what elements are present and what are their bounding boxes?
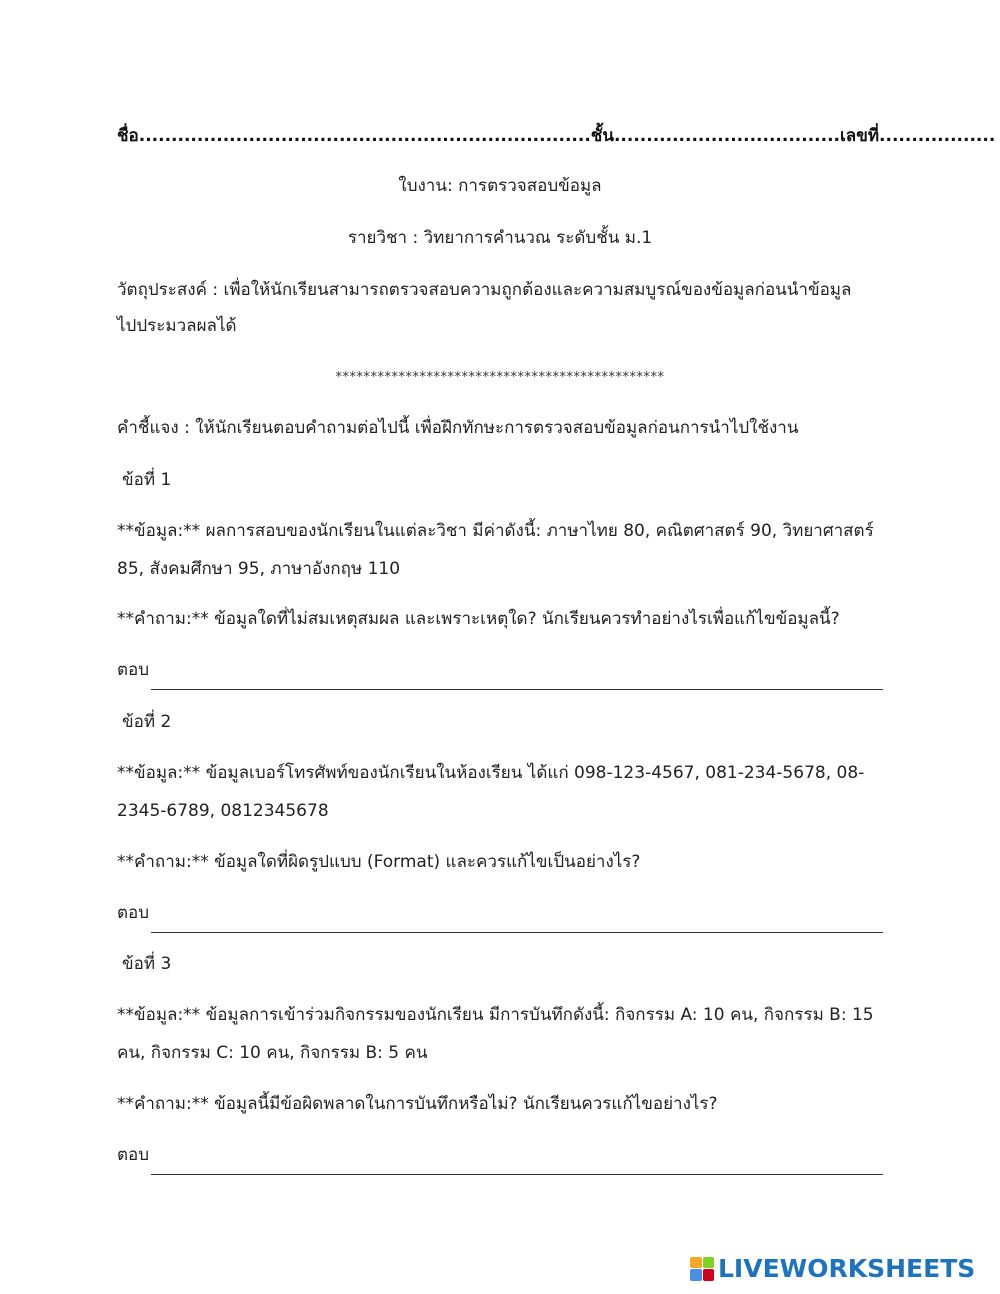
answer-input-line[interactable] bbox=[151, 663, 883, 690]
liveworksheets-logo[interactable] bbox=[690, 1254, 975, 1283]
question-2-text: **คำถาม:** ข้อมูลใดที่ผิดรูปแบบ (Format) และควรแก้ไขเป็นอย่างไร? bbox=[117, 852, 641, 872]
separator: *********************************************** bbox=[335, 370, 665, 385]
answer-input-line[interactable] bbox=[151, 906, 883, 933]
question-1-text: **คำถาม:** ข้อมูลใดที่ไม่สมเหตุสมผล และเพราะเหตุใด? นักเรียนควรทำอย่างไรเพื่อแก้ไขข้อมูลนี้? bbox=[117, 609, 840, 629]
student-info-line[interactable]: ชื่อ......................................................................ชั้น...................................เลขที่.................. bbox=[117, 126, 996, 146]
question-2-data-line-2: 2345-6789, 0812345678 bbox=[117, 801, 329, 821]
question-1-number: ข้อที่ 1 bbox=[122, 470, 172, 490]
question-1-data-line-1: **ข้อมูล:** ผลการสอบของนักเรียนในแต่ละวิชา มีค่าดังนี้: ภาษาไทย 80, คณิตศาสตร์ 90, วิทยาศาสตร์ bbox=[117, 521, 874, 541]
question-2-data-line-1: **ข้อมูล:** ข้อมูลเบอร์โทรศัพท์ของนักเรียนในห้องเรียน ได้แก่ 098-123-4567, 081-234-5678, 08- bbox=[117, 763, 865, 783]
objective-line-1: วัตถุประสงค์ : เพื่อให้นักเรียนสามารถตรวจสอบความถูกต้องและความสมบูรณ์ของข้อมูลก่อนนำข้อมูล bbox=[117, 280, 852, 300]
instructions: คำชี้แจง : ให้นักเรียนตอบคำถามต่อไปนี้ เพื่อฝึกทักษะการตรวจสอบข้อมูลก่อนการนำไปใช้งาน bbox=[117, 418, 799, 438]
answer-input-line[interactable] bbox=[151, 1148, 883, 1175]
question-2-answer[interactable] bbox=[117, 893, 883, 933]
question-3-data-line-1: **ข้อมูล:** ข้อมูลการเข้าร่วมกิจกรรมของนักเรียน มีการบันทึกดังนี้: กิจกรรม A: 10 คน, กิจกรรม B: 15 bbox=[117, 1005, 874, 1025]
question-1-answer[interactable] bbox=[117, 650, 883, 690]
worksheet-title: ใบงาน: การตรวจสอบข้อมูล bbox=[398, 176, 602, 196]
question-3-answer[interactable] bbox=[117, 1135, 883, 1175]
answer-label: ตอบ bbox=[117, 903, 150, 923]
question-1-data-line-2: 85, สังคมศึกษา 95, ภาษาอังกฤษ 110 bbox=[117, 559, 401, 579]
logo-text: LIVEWORKSHEETS bbox=[718, 1254, 976, 1283]
question-3-number: ข้อที่ 3 bbox=[122, 954, 172, 974]
logo-badge-icon bbox=[690, 1257, 714, 1281]
question-3-text: **คำถาม:** ข้อมูลนี้มีข้อผิดพลาดในการบันทึกหรือไม่? นักเรียนควรแก้ไขอย่างไร? bbox=[117, 1094, 718, 1114]
answer-label: ตอบ bbox=[117, 660, 150, 680]
objective-line-2: ไปประมวลผลได้ bbox=[117, 316, 237, 336]
answer-label: ตอบ bbox=[117, 1145, 150, 1165]
subject-line: รายวิชา : วิทยาการคำนวณ ระดับชั้น ม.1 bbox=[347, 228, 653, 248]
question-2-number: ข้อที่ 2 bbox=[122, 712, 172, 732]
question-3-data-line-2: คน, กิจกรรม C: 10 คน, กิจกรรม B: 5 คน bbox=[117, 1043, 428, 1063]
